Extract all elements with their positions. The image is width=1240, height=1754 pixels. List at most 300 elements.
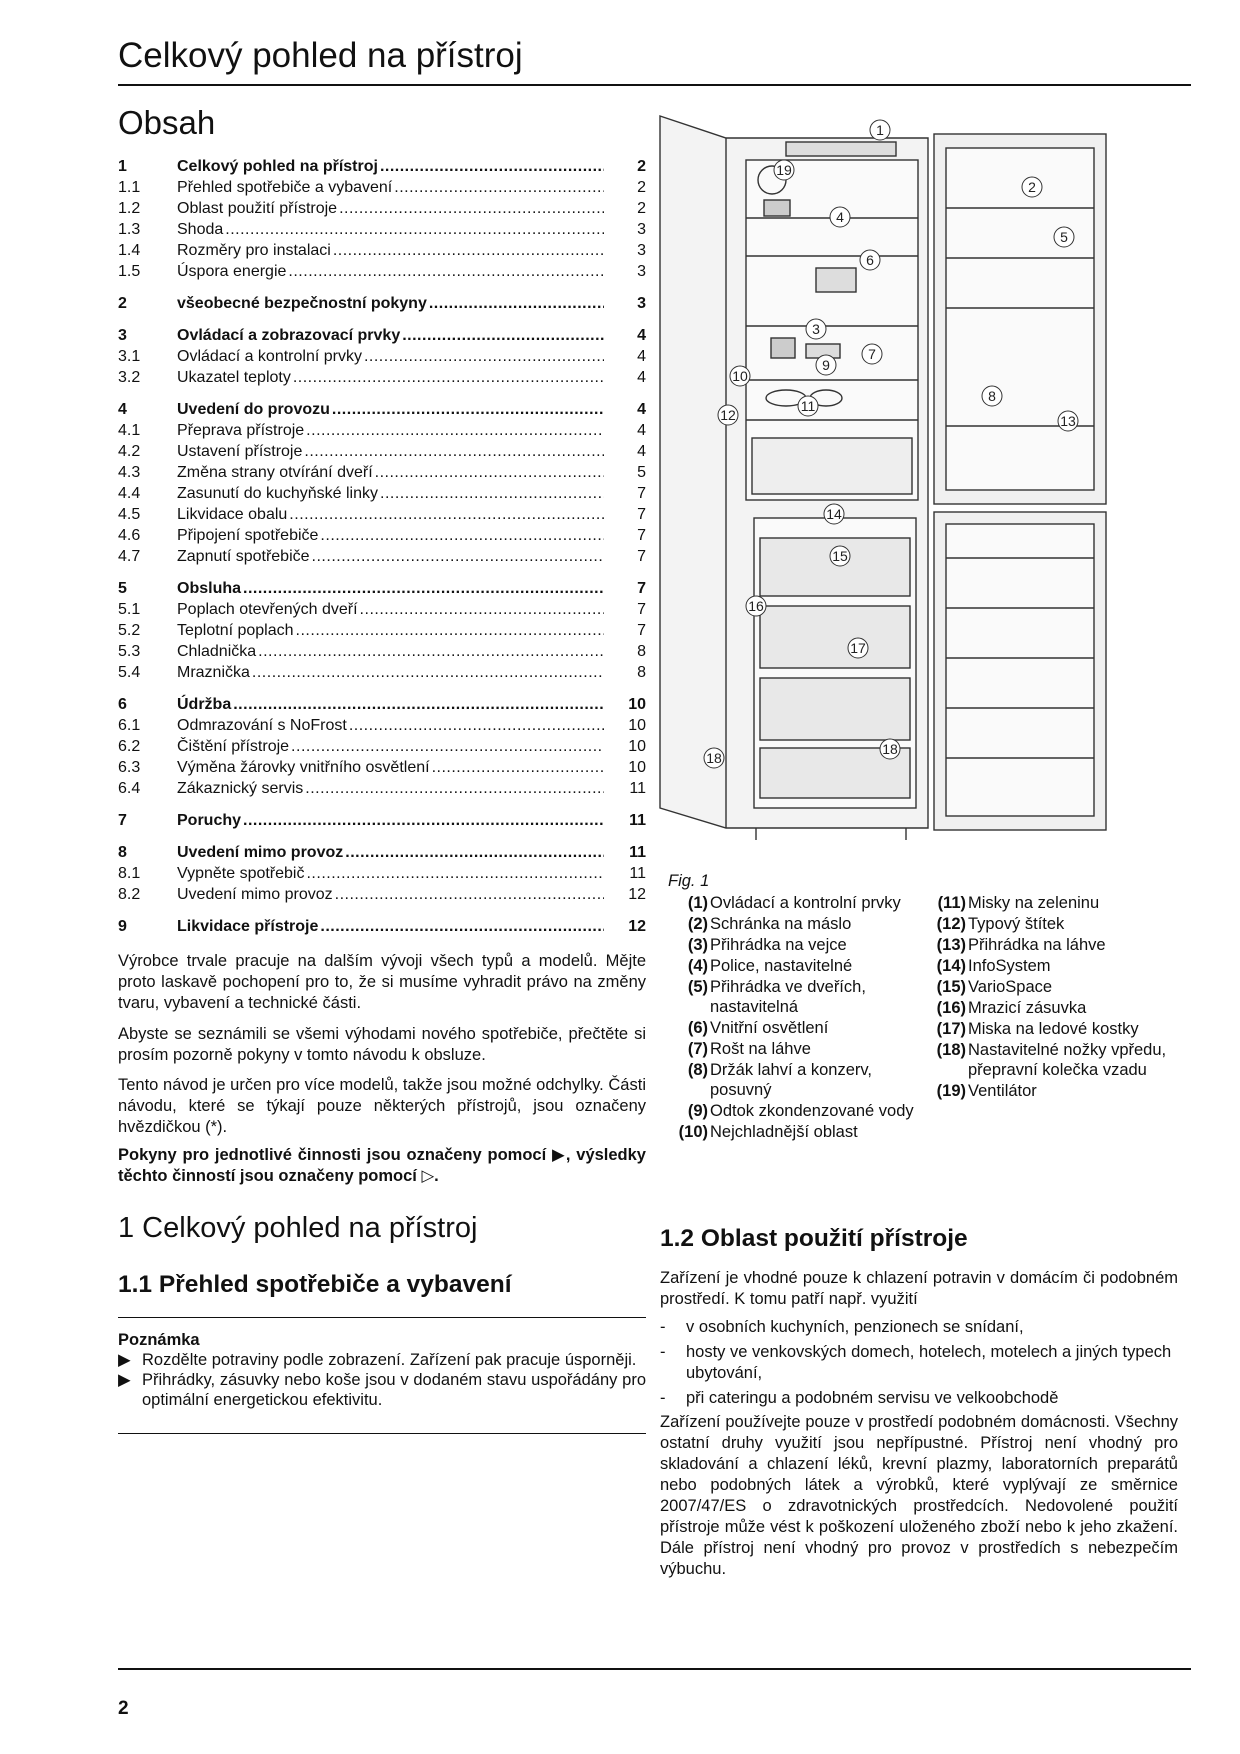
toc-entry-title: Chladnička — [177, 643, 257, 660]
legend-number: (8) — [687, 1061, 708, 1079]
footer-rule — [118, 1668, 1191, 1670]
toc-entry[interactable] — [118, 715, 646, 736]
note-item — [118, 1370, 646, 1410]
toc-entry[interactable] — [118, 293, 646, 314]
callout-9 — [816, 355, 836, 375]
toc-entry-number: 4.4 — [118, 485, 141, 502]
toc-leader-dots — [349, 715, 604, 736]
figure-label: Fig. 1 — [668, 872, 710, 890]
callout-19 — [774, 160, 794, 180]
legend-number: (5) — [687, 978, 708, 996]
toc-entry-page: 7 — [637, 527, 646, 544]
toc-entry-title: Uvedení mimo provoz — [177, 886, 333, 903]
callout-10 — [730, 366, 750, 386]
list-item-text: hosty ve venkovských domech, hotelech, motelech a jiných typech ubytování, — [686, 1343, 1172, 1382]
callout-18 — [704, 748, 724, 768]
callout-label: 5 — [1060, 229, 1068, 245]
toc-entry-page: 4 — [637, 348, 646, 365]
toc-entry-number: 6.2 — [118, 738, 141, 755]
toc-group — [118, 810, 646, 831]
toc-entry-number: 5.2 — [118, 622, 141, 639]
callout-label: 9 — [822, 357, 830, 373]
usage-list — [660, 1317, 1178, 1413]
toc-leader-dots — [380, 156, 604, 177]
toc-entry-title: Přeprava přístroje — [177, 422, 305, 439]
callout-5 — [1054, 227, 1074, 247]
toc-entry-page: 3 — [637, 263, 646, 280]
intro-paragraph-2: Abyste se seznámili se všemi výhodami nového spotřebiče, přečtěte si prosím pozorně pokyny v tomto návodu k obsluze. — [118, 1025, 646, 1064]
toc-leader-dots — [289, 504, 604, 525]
legend-number: (4) — [687, 957, 708, 975]
toc-entry-number: 6 — [118, 696, 127, 713]
toc-entry-page: 10 — [628, 759, 646, 776]
toc-entry-title: Uvedení mimo provoz — [177, 844, 344, 861]
toc-entry-page: 7 — [637, 548, 646, 565]
toc-entry[interactable] — [118, 261, 646, 282]
legend-text: Nastavitelné nožky vpředu, přepravní kolečka vzadu — [968, 1041, 1167, 1079]
toc-entry[interactable] — [118, 916, 646, 937]
toc-group — [118, 842, 646, 905]
callout-12 — [718, 405, 738, 425]
legend-number: (18) — [936, 1041, 966, 1059]
toc-entry-number: 5 — [118, 580, 127, 597]
note-item-text: Přihrádky, zásuvky nebo koše jsou v dodaném stavu uspořádány pro optimální energetickou efektivitu. — [142, 1371, 646, 1409]
toc-entry-page: 4 — [637, 443, 646, 460]
toc-entry-page: 11 — [629, 812, 646, 829]
legend-item — [926, 1019, 1188, 1039]
toc-entry[interactable] — [118, 177, 646, 198]
callout-label: 18 — [706, 750, 722, 766]
toc-entry-number: 1 — [118, 158, 127, 175]
toc-entry-title: Celkový pohled na přístroj — [177, 158, 378, 175]
toc-entry[interactable] — [118, 462, 646, 483]
toc-entry[interactable] — [118, 599, 646, 620]
legend-text: Rošt na láhve — [710, 1040, 811, 1058]
toc-entry-title: Zasunutí do kuchyňské linky — [177, 485, 378, 502]
toc-entry[interactable] — [118, 346, 646, 367]
toc-title: Obsah — [118, 104, 216, 141]
toc-leader-dots — [332, 399, 604, 420]
legend-text: Vnitřní osvětlení — [710, 1019, 829, 1037]
toc-leader-dots — [252, 662, 604, 683]
toc-entry-page: 7 — [637, 622, 646, 639]
legend-item — [668, 977, 920, 1017]
legend-item — [926, 977, 1188, 997]
toc-entry-title: Ovládací a zobrazovací prvky — [177, 327, 401, 344]
toc-entry-page: 2 — [637, 179, 646, 196]
toc-entry-page: 3 — [637, 221, 646, 238]
callout-8 — [982, 386, 1002, 406]
toc-entry[interactable] — [118, 863, 646, 884]
toc-entry-number: 4.5 — [118, 506, 141, 523]
toc-entry-title: Zákaznický servis — [177, 780, 304, 797]
toc-entry[interactable] — [118, 694, 646, 715]
callout-18 — [880, 739, 900, 759]
legend-number: (16) — [936, 999, 966, 1017]
callout-label: 17 — [850, 640, 866, 656]
toc-entry-page: 10 — [628, 717, 646, 734]
toc-entry[interactable] — [118, 156, 646, 177]
legend-number: (17) — [936, 1020, 966, 1038]
legend-item — [668, 1060, 920, 1100]
toc-leader-dots — [233, 694, 604, 715]
callout-11 — [798, 396, 818, 416]
toc-entry-title: Mraznička — [177, 664, 250, 681]
toc-entry-title: Ovládací a kontrolní prvky — [177, 348, 362, 365]
toc-group — [118, 399, 646, 567]
callout-label: 11 — [800, 398, 816, 414]
intro-paragraph-1: Výrobce trvale pracuje na dalším vývoji všech typů a modelů. Mějte proto laskavě pochopení pro to, že si musíme vyhradit právo na změny tvaru, vybavení a technické části. — [118, 952, 646, 1012]
toc-entry-page: 11 — [629, 865, 646, 882]
legend-item — [668, 956, 920, 976]
toc-leader-dots — [402, 325, 604, 346]
toc-entry[interactable] — [118, 198, 646, 219]
toc-entry-number: 2 — [118, 295, 127, 312]
toc-entry-number: 4 — [118, 401, 127, 418]
legend-left — [668, 893, 920, 1143]
toc-leader-dots — [243, 578, 604, 599]
toc-leader-dots — [258, 641, 604, 662]
legend-text: Police, nastavitelné — [710, 957, 853, 975]
toc-entry-number: 8.1 — [118, 865, 141, 882]
toc-entry[interactable] — [118, 325, 646, 346]
legend-item — [926, 1081, 1188, 1101]
toc-leader-dots — [333, 240, 604, 261]
appliance-illustration — [656, 108, 1176, 860]
toc-entry-number: 4.2 — [118, 443, 141, 460]
toc-entry-title: Poplach otevřených dveří — [177, 601, 358, 618]
toc-entry-number: 8 — [118, 844, 127, 861]
toc-entry-page: 4 — [637, 401, 646, 418]
toc-entry[interactable] — [118, 504, 646, 525]
toc-entry-page: 12 — [628, 918, 646, 935]
callout-3 — [806, 319, 826, 339]
legend-text: Přihrádka na vejce — [710, 936, 847, 954]
toc-entry[interactable] — [118, 662, 646, 683]
toc-entry-number: 1.2 — [118, 200, 141, 217]
list-dash: - — [660, 1389, 666, 1407]
toc-entry-page: 11 — [629, 844, 646, 861]
toc-entry-number: 5.3 — [118, 643, 141, 660]
toc-entry-page: 2 — [637, 200, 646, 217]
toc-entry-title: Teplotní poplach — [177, 622, 294, 639]
legend-item — [668, 1101, 920, 1121]
toc-entry-title: všeobecné bezpečnostní pokyny — [177, 295, 427, 312]
toc-entry-title: Obsluha — [177, 580, 242, 597]
intro-paragraph-3: Tento návod je určen pro více modelů, takže jsou možné odchylky. Části návodu, které se týkají pouze některých přístrojů, jsou označeny hvězdičkou (*). — [118, 1076, 646, 1136]
intro-paragraph-4: Pokyny pro jednotlivé činnosti jsou označeny pomocí ▶, výsledky těchto činností jsou označeny pomocí ▷. — [118, 1146, 646, 1185]
toc-entry-title: Odmrazování s NoFrost — [177, 717, 347, 734]
list-dash: - — [660, 1343, 666, 1361]
note-top-rule — [118, 1317, 646, 1318]
callout-label: 3 — [812, 321, 820, 337]
legend-text: Typový štítek — [968, 915, 1065, 933]
toc-leader-dots — [380, 483, 604, 504]
toc-entry[interactable] — [118, 483, 646, 504]
list-item — [660, 1388, 1178, 1409]
toc-entry-page: 3 — [637, 295, 646, 312]
toc-entry-title: Změna strany otvírání dveří — [177, 464, 373, 481]
list-item-text: při cateringu a podobném servisu ve velkoobchodě — [686, 1389, 1059, 1407]
toc-entry-page: 11 — [629, 780, 646, 797]
callout-17 — [848, 638, 868, 658]
legend-text: Ovládací a kontrolní prvky — [710, 894, 901, 912]
toc-leader-dots — [432, 757, 604, 778]
callout-label: 1 — [876, 122, 884, 138]
toc-entry-title: Připojení spotřebiče — [177, 527, 319, 544]
toc-entry-title: Poruchy — [177, 812, 242, 829]
legend-number: (11) — [937, 894, 966, 912]
toc-entry-number: 1.5 — [118, 263, 141, 280]
toc-entry[interactable] — [118, 240, 646, 261]
toc-entry[interactable] — [118, 757, 646, 778]
section-1-1-title: 1.1 Přehled spotřebiče a vybavení — [118, 1271, 512, 1298]
toc-entry-title: Úspora energie — [177, 263, 287, 280]
toc-entry-number: 6.4 — [118, 780, 141, 797]
toc-entry-page: 4 — [637, 369, 646, 386]
page-number: 2 — [118, 1698, 129, 1719]
toc-entry-title: Ustavení přístroje — [177, 443, 303, 460]
section-1-2-title: 1.2 Oblast použití přístroje — [660, 1225, 968, 1252]
legend-text: Přihrádka ve dveřích, nastavitelná — [710, 978, 866, 1016]
legend-item — [668, 914, 920, 934]
toc-entry[interactable] — [118, 441, 646, 462]
toc-leader-dots — [306, 863, 604, 884]
toc-entry-number: 5.1 — [118, 601, 141, 618]
toc-entry[interactable] — [118, 641, 646, 662]
toc-entry-number: 9 — [118, 918, 127, 935]
toc-entry[interactable] — [118, 884, 646, 905]
toc-leader-dots — [320, 525, 604, 546]
legend-number: (1) — [687, 894, 708, 912]
toc-entry-number: 3.2 — [118, 369, 141, 386]
toc-entry[interactable] — [118, 620, 646, 641]
callout-4 — [830, 207, 850, 227]
toc-group — [118, 293, 646, 314]
legend-text: Misky na zeleninu — [968, 894, 1100, 912]
toc-leader-dots — [312, 546, 604, 567]
legend-number: (10) — [678, 1123, 708, 1141]
legend-item — [668, 1122, 920, 1142]
toc-entry-number: 3 — [118, 327, 127, 344]
toc-entry[interactable] — [118, 525, 646, 546]
table-of-contents — [118, 156, 646, 948]
legend-item — [926, 1040, 1188, 1080]
toc-entry-number: 5.4 — [118, 664, 141, 681]
callout-16 — [746, 596, 766, 616]
toc-entry[interactable] — [118, 810, 646, 831]
note-item — [118, 1350, 646, 1370]
note-title: Poznámka — [118, 1331, 200, 1349]
toc-leader-dots — [364, 346, 604, 367]
legend-text: Miska na ledové kostky — [968, 1020, 1139, 1038]
legend-item — [926, 998, 1188, 1018]
toc-entry-title: Vypněte spotřebič — [177, 865, 305, 882]
callout-13 — [1058, 411, 1078, 431]
callout-label: 19 — [776, 162, 792, 178]
action-arrow-icon: ▶ — [118, 1351, 131, 1369]
toc-entry-number: 6.3 — [118, 759, 141, 776]
legend-number: (9) — [687, 1102, 708, 1120]
toc-entry-number: 1.4 — [118, 242, 141, 259]
toc-entry-number: 1.3 — [118, 221, 141, 238]
legend-number: (12) — [936, 915, 966, 933]
toc-leader-dots — [293, 367, 604, 388]
legend-right — [926, 893, 1188, 1102]
toc-entry-page: 8 — [637, 664, 646, 681]
legend-number: (13) — [936, 936, 966, 954]
toc-entry-page: 3 — [637, 242, 646, 259]
toc-entry-page: 10 — [628, 738, 646, 755]
callout-label: 14 — [826, 506, 842, 522]
toc-entry-page: 2 — [637, 158, 646, 175]
legend-text: InfoSystem — [968, 957, 1051, 975]
legend-text: Přihrádka na láhve — [968, 936, 1106, 954]
action-arrow-icon: ▶ — [118, 1371, 131, 1389]
callout-6 — [860, 250, 880, 270]
toc-entry[interactable] — [118, 842, 646, 863]
toc-entry-title: Ukazatel teploty — [177, 369, 291, 386]
toc-leader-dots — [429, 293, 604, 314]
toc-entry-title: Shoda — [177, 221, 224, 238]
toc-entry[interactable] — [118, 367, 646, 388]
callout-label: 12 — [720, 407, 736, 423]
toc-group — [118, 156, 646, 282]
toc-entry-title: Oblast použití přístroje — [177, 200, 338, 217]
callout-15 — [830, 546, 850, 566]
legend-number: (14) — [936, 957, 966, 975]
callout-label: 4 — [836, 209, 844, 225]
toc-entry-number: 1.1 — [118, 179, 141, 196]
toc-entry-number: 4.6 — [118, 527, 141, 544]
toc-entry[interactable] — [118, 778, 646, 799]
callout-label: 13 — [1060, 413, 1076, 429]
toc-leader-dots — [288, 261, 604, 282]
toc-entry[interactable] — [118, 578, 646, 599]
section-1-2-paragraph-1: Zařízení je vhodné pouze k chlazení potravin v domácím či podobném prostředí. K tomu patří např. využití — [660, 1269, 1178, 1308]
toc-entry[interactable] — [118, 736, 646, 757]
list-item — [660, 1342, 1178, 1384]
toc-entry-page: 7 — [637, 506, 646, 523]
legend-item — [926, 935, 1188, 955]
toc-entry-title: Likvidace přístroje — [177, 918, 319, 935]
toc-entry[interactable] — [118, 399, 646, 420]
toc-entry-number: 4.1 — [118, 422, 141, 439]
toc-leader-dots — [339, 198, 604, 219]
toc-entry-page: 7 — [637, 485, 646, 502]
legend-text: Mrazicí zásuvka — [968, 999, 1087, 1017]
toc-leader-dots — [243, 810, 604, 831]
note-box — [118, 1330, 646, 1410]
toc-entry-page: 7 — [637, 601, 646, 618]
toc-leader-dots — [305, 778, 604, 799]
callout-label: 16 — [748, 598, 764, 614]
toc-entry-number: 4.3 — [118, 464, 141, 481]
legend-number: (3) — [687, 936, 708, 954]
section-1-title: 1 Celkový pohled na přístroj — [118, 1212, 478, 1244]
toc-entry-page: 10 — [628, 696, 646, 713]
toc-entry[interactable] — [118, 420, 646, 441]
legend-text: Držák lahví a konzerv, posuvný — [710, 1061, 873, 1099]
toc-leader-dots — [304, 441, 604, 462]
callout-label: 15 — [832, 548, 848, 564]
legend-text: VarioSpace — [968, 978, 1053, 996]
toc-entry-title: Údržba — [177, 696, 232, 713]
toc-entry[interactable] — [118, 219, 646, 240]
callout-2 — [1022, 177, 1042, 197]
legend-number: (19) — [936, 1082, 966, 1100]
toc-entry-page: 4 — [637, 422, 646, 439]
toc-leader-dots — [360, 599, 604, 620]
toc-entry-page: 4 — [637, 327, 646, 344]
callout-7 — [862, 344, 882, 364]
toc-entry-page: 7 — [637, 580, 646, 597]
toc-leader-dots — [345, 842, 604, 863]
callout-14 — [824, 504, 844, 524]
toc-leader-dots — [375, 462, 604, 483]
toc-entry-number: 4.7 — [118, 548, 141, 565]
legend-item — [668, 1018, 920, 1038]
legend-item — [668, 935, 920, 955]
toc-entry[interactable] — [118, 546, 646, 567]
toc-entry-title: Uvedení do provozu — [177, 401, 330, 418]
legend-item — [668, 893, 920, 913]
note-bottom-rule — [118, 1433, 646, 1434]
toc-group — [118, 694, 646, 799]
legend-text: Ventilátor — [968, 1082, 1037, 1100]
toc-leader-dots — [225, 219, 604, 240]
toc-entry-page: 5 — [637, 464, 646, 481]
toc-entry-title: Zapnutí spotřebiče — [177, 548, 310, 565]
toc-entry-page: 12 — [628, 886, 646, 903]
toc-entry-page: 8 — [637, 643, 646, 660]
note-item-text: Rozdělte potraviny podle zobrazení. Zařízení pak pracuje úsporněji. — [142, 1351, 637, 1369]
legend-item — [926, 914, 1188, 934]
toc-leader-dots — [291, 736, 604, 757]
legend-item — [926, 893, 1188, 913]
callout-label: 7 — [868, 346, 876, 362]
toc-entry-number: 8.2 — [118, 886, 141, 903]
toc-group — [118, 916, 646, 937]
list-item — [660, 1317, 1178, 1338]
section-1-2-paragraph-2: Zařízení používejte pouze v prostředí podobném domácnosti. Všechny ostatní druhy využití jsou nepřípustné. Přístroj není vhodný pro skladování a chlazení léků, krevní plazmy, laboratorních preparátů nebo podobných látek a výrobků, které vyplývají ze směrnice 2007/47/ES o zdravotnických prostředcích. Nedovolené použití přístroje může vést k poškození uloženého zboží nebo k jeho zkažení. Dále přístroj není vhodný pro provoz v prostředích s nebezpečím výbuchu. — [660, 1413, 1178, 1578]
toc-entry-title: Výměna žárovky vnitřního osvětlení — [177, 759, 430, 776]
toc-entry-title: Likvidace obalu — [177, 506, 288, 523]
toc-entry-title: Přehled spotřebiče a vybavení — [177, 179, 393, 196]
legend-text: Schránka na máslo — [710, 915, 852, 933]
toc-entry-title: Rozměry pro instalaci — [177, 242, 331, 259]
legend-number: (7) — [687, 1040, 708, 1058]
toc-leader-dots — [306, 420, 604, 441]
legend-text: Odtok zkondenzované vody — [710, 1102, 914, 1120]
toc-entry-number: 7 — [118, 812, 127, 829]
legend-number: (6) — [687, 1019, 708, 1037]
toc-entry-number: 3.1 — [118, 348, 141, 365]
toc-entry-number: 6.1 — [118, 717, 141, 734]
toc-entry-title: Čištění přístroje — [177, 738, 290, 755]
callout-label: 8 — [988, 388, 996, 404]
callout-1 — [870, 120, 890, 140]
toc-leader-dots — [394, 177, 604, 198]
callout-label: 2 — [1028, 179, 1036, 195]
legend-number: (2) — [687, 915, 708, 933]
list-item-text: v osobních kuchyních, penzionech se snídaní, — [686, 1318, 1024, 1336]
legend-item — [926, 956, 1188, 976]
page-title: Celkový pohled na přístroj — [118, 36, 523, 75]
callout-label: 6 — [866, 252, 874, 268]
legend-text: Nejchladnější oblast — [710, 1123, 858, 1141]
toc-leader-dots — [296, 620, 604, 641]
